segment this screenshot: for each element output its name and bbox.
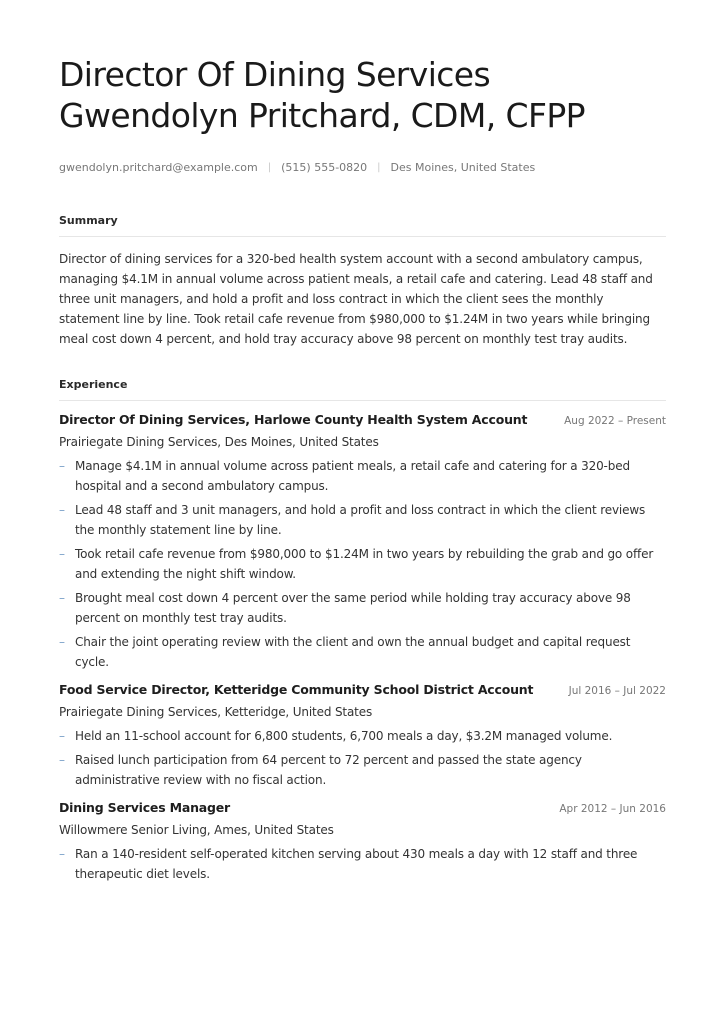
job-bullet — [59, 750, 666, 790]
job-dates: Aug 2022 – Present — [564, 415, 666, 427]
dash-icon: – — [59, 729, 65, 743]
job-bullet-text: Raised lunch participation from 64 percent to 72 percent and passed the state agency administrative review with no fiscal action. — [75, 753, 582, 787]
job-header — [59, 412, 666, 432]
dash-icon: – — [59, 591, 65, 605]
dash-icon: – — [59, 547, 65, 561]
job-entry — [59, 800, 666, 884]
dash-icon: – — [59, 753, 65, 767]
job-header — [59, 800, 666, 820]
contact-email[interactable]: gwendolyn.pritchard@example.com — [59, 160, 258, 174]
job-bullet-text: Ran a 140-resident self-operated kitchen serving about 430 meals a day with 12 staff and three therapeutic diet levels. — [75, 847, 638, 881]
dash-icon: – — [59, 459, 65, 473]
title-line-role: Director Of Dining Services — [59, 55, 491, 94]
job-bullet-text: Lead 48 staff and 3 unit managers, and hold a profit and loss contract in which the client reviews the monthly statement line by line. — [75, 503, 646, 537]
page-title — [59, 54, 666, 136]
job-bullets — [59, 726, 666, 790]
contact-phone[interactable]: (515) 555-0820 — [281, 160, 368, 174]
job-bullet-text: Chair the joint operating review with the client and own the annual budget and capital request cycle. — [75, 635, 631, 669]
dash-icon: – — [59, 847, 65, 861]
job-title: Director Of Dining Services, Harlowe County Health System Account — [59, 412, 528, 427]
title-line-name: Gwendolyn Pritchard, CDM, CFPP — [59, 96, 585, 135]
job-bullet — [59, 500, 666, 540]
dash-icon: – — [59, 503, 65, 517]
experience-heading: Experience — [59, 378, 666, 401]
contact-line — [59, 160, 666, 174]
job-header — [59, 682, 666, 702]
job-bullets — [59, 456, 666, 672]
job-company: Willowmere Senior Living, Ames, United States — [59, 823, 334, 837]
job-title: Food Service Director, Ketteridge Community School District Account — [59, 682, 534, 697]
summary-text: Director of dining services for a 320-bed health system account with a second ambulatory campus, managing $4.1M in annual volume across patient meals, a retail cafe and catering. Lead 48 staff and three unit managers, and hold a profit and loss contract in which the client sees the monthly statement line by line. Took retail cafe revenue from $980,000 to $1.24M in two years while bringing meal cost down 4 percent, and hold tray accuracy above 98 percent on monthly test tray audits. — [59, 252, 653, 346]
job-bullet — [59, 456, 666, 496]
job-bullet-text: Took retail cafe revenue from $980,000 to $1.24M in two years by rebuilding the grab and go offer and extending the night shift window. — [75, 547, 654, 581]
job-bullet-text: Manage $4.1M in annual volume across patient meals, a retail cafe and catering for a 320-bed hospital and a second ambulatory campus. — [75, 459, 630, 493]
contact-separator: | — [267, 161, 272, 173]
job-entry — [59, 682, 666, 790]
resume-page — [59, 54, 666, 894]
job-title: Dining Services Manager — [59, 800, 230, 815]
job-company: Prairiegate Dining Services, Ketteridge, United States — [59, 705, 373, 719]
job-dates: Jul 2016 – Jul 2022 — [568, 685, 666, 697]
job-bullet — [59, 844, 666, 884]
contact-separator: | — [377, 161, 381, 173]
dash-icon: – — [59, 635, 65, 649]
contact-location: Des Moines, United States — [390, 160, 536, 174]
experience-list — [59, 412, 666, 884]
job-bullet — [59, 588, 666, 628]
job-bullets — [59, 844, 666, 884]
job-bullet — [59, 726, 666, 746]
job-dates: Apr 2012 – Jun 2016 — [559, 803, 666, 815]
job-entry — [59, 412, 666, 672]
job-bullet-text: Brought meal cost down 4 percent over the same period while holding tray accuracy above 98 percent on monthly test tray audits. — [75, 591, 631, 625]
job-company: Prairiegate Dining Services, Des Moines, United States — [59, 435, 379, 449]
job-bullet-text: Held an 11-school account for 6,800 students, 6,700 meals a day, $3.2M managed volume. — [75, 729, 613, 743]
job-bullet — [59, 632, 666, 672]
job-bullet — [59, 544, 666, 584]
summary-heading: Summary — [59, 214, 666, 237]
